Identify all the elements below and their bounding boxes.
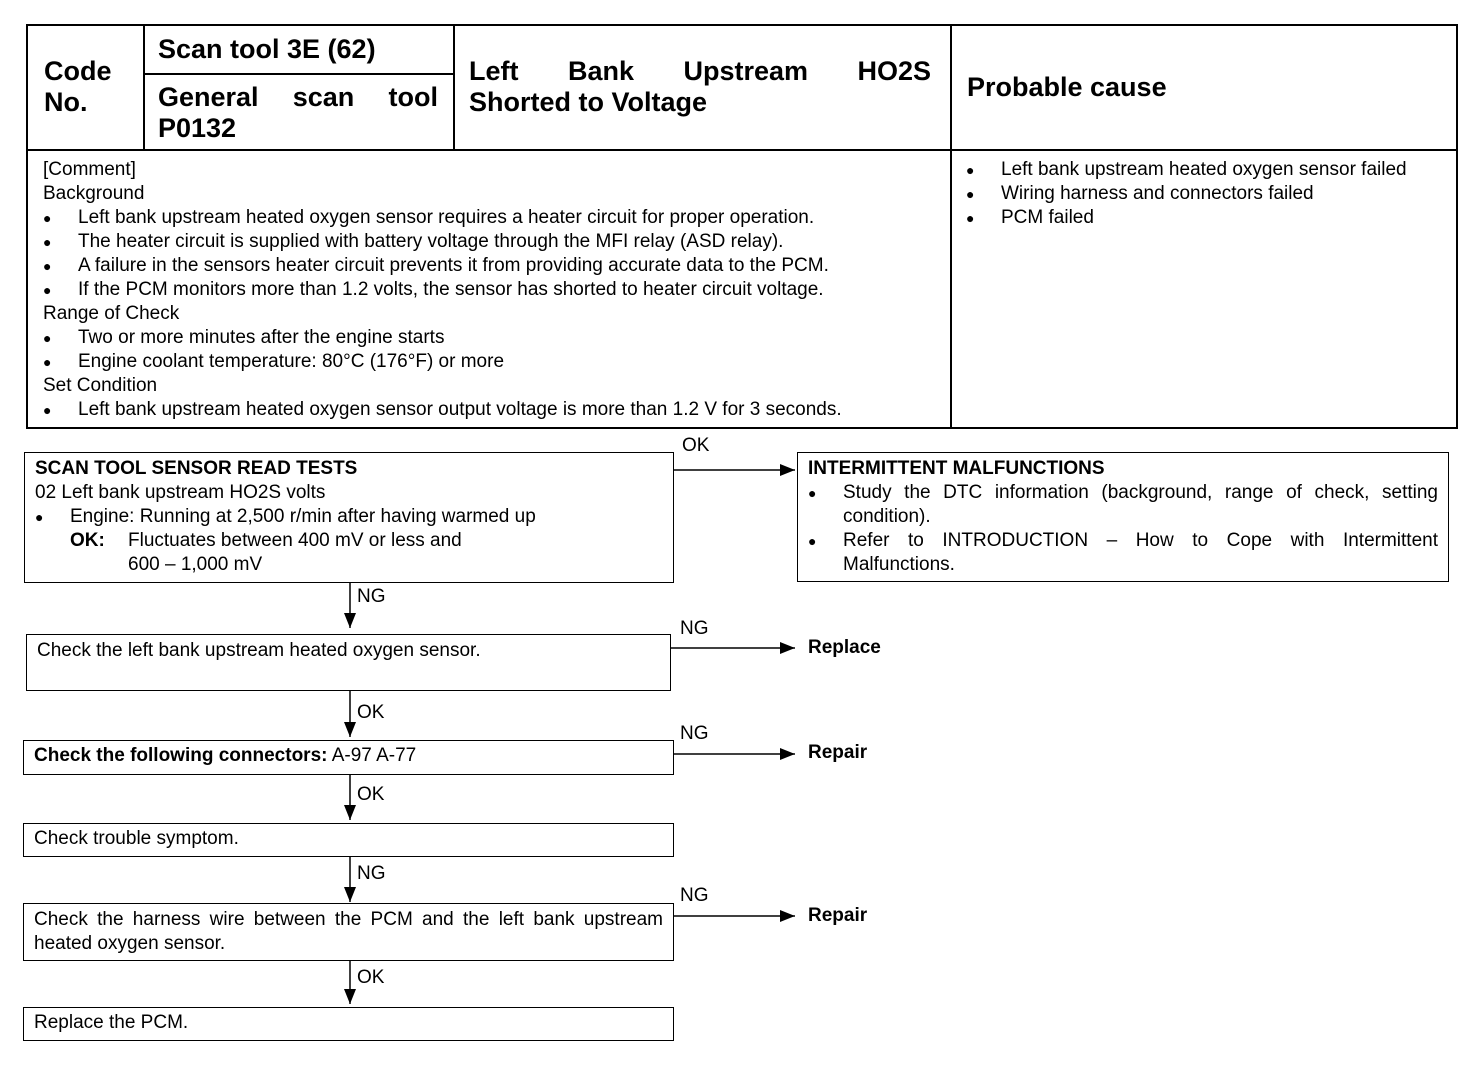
scan-tool-test-box — [24, 452, 674, 583]
engine-condition: ● Engine: Running at 2,500 r/min after having warmed up — [35, 505, 663, 529]
dtc-title: Left Bank Upstream HO2S Shorted to Voltage — [469, 56, 931, 117]
replace-result: Replace — [808, 637, 881, 658]
background-item: ● A failure in the sensors heater circuit prevents it from providing accurate data to the PCM. — [43, 254, 938, 278]
check-connectors-box: Check the following connectors: A-97 A-77 — [23, 740, 674, 775]
intermittent-malfunctions-box — [797, 452, 1449, 582]
background-item: ● Left bank upstream heated oxygen sensor requires a heater circuit for proper operation. — [43, 206, 938, 230]
ng-label: NG — [357, 586, 386, 607]
ok-label: OK — [357, 784, 385, 805]
range-item: ● Engine coolant temperature: 80°C (176°F) or more — [43, 350, 938, 374]
scan-tool-test-item: 02 Left bank upstream HO2S volts — [35, 482, 326, 503]
ok-label: OK — [682, 435, 710, 456]
background-item: ● The heater circuit is supplied with battery voltage through the MFI relay (ASD relay). — [43, 230, 938, 254]
ok-criteria-range: 600 – 1,000 mV — [128, 554, 263, 575]
replace-pcm-box: Replace the PCM. — [23, 1007, 674, 1041]
ok-criteria: OK: Fluctuates between 400 mV or less and — [70, 530, 462, 551]
ng-label: NG — [357, 863, 386, 884]
general-scan-tool-code: General scan tool P0132 — [158, 82, 438, 143]
scan-tool-test-title: SCAN TOOL SENSOR READ TESTS — [35, 458, 358, 479]
cause-item: ● PCM failed — [966, 206, 1441, 230]
range-label: Range of Check — [43, 303, 180, 324]
intermittent-item: ● Refer to INTRODUCTION – How to Cope with Intermittent Malfunctions. — [808, 529, 1438, 577]
probable-cause-heading: Probable cause — [967, 72, 1167, 102]
ng-label: NG — [680, 723, 709, 744]
cause-item: ● Left bank upstream heated oxygen sensor failed — [966, 158, 1441, 182]
background-item: ● If the PCM monitors more than 1.2 volts, the sensor has shorted to heater circuit voltage. — [43, 278, 938, 302]
intermittent-item: ● Study the DTC information (background, range of check, setting condition). — [808, 481, 1438, 529]
check-harness-box: Check the harness wire between the PCM and the left bank upstream heated oxygen sensor. — [23, 903, 674, 961]
set-condition-label: Set Condition — [43, 375, 158, 396]
ok-label: OK — [357, 967, 385, 988]
ng-label: NG — [680, 885, 709, 906]
repair-result: Repair — [808, 905, 868, 926]
check-sensor-box: Check the left bank upstream heated oxygen sensor. — [26, 634, 671, 691]
ok-label: OK — [357, 702, 385, 723]
set-condition-item: ● Left bank upstream heated oxygen sensor output voltage is more than 1.2 V for 3 seconds. — [43, 398, 938, 422]
comment-label: [Comment] — [43, 159, 136, 180]
ng-label: NG — [680, 618, 709, 639]
background-label: Background — [43, 183, 145, 204]
code-label: Code No. — [44, 56, 112, 117]
cause-item: ● Wiring harness and connectors failed — [966, 182, 1441, 206]
scan-tool-code: Scan tool 3E (62) — [158, 34, 376, 64]
range-item: ● Two or more minutes after the engine starts — [43, 326, 938, 350]
intermittent-title: INTERMITTENT MALFUNCTIONS — [808, 458, 1105, 479]
repair-result: Repair — [808, 742, 868, 763]
check-trouble-symptom-box: Check trouble symptom. — [23, 823, 674, 857]
